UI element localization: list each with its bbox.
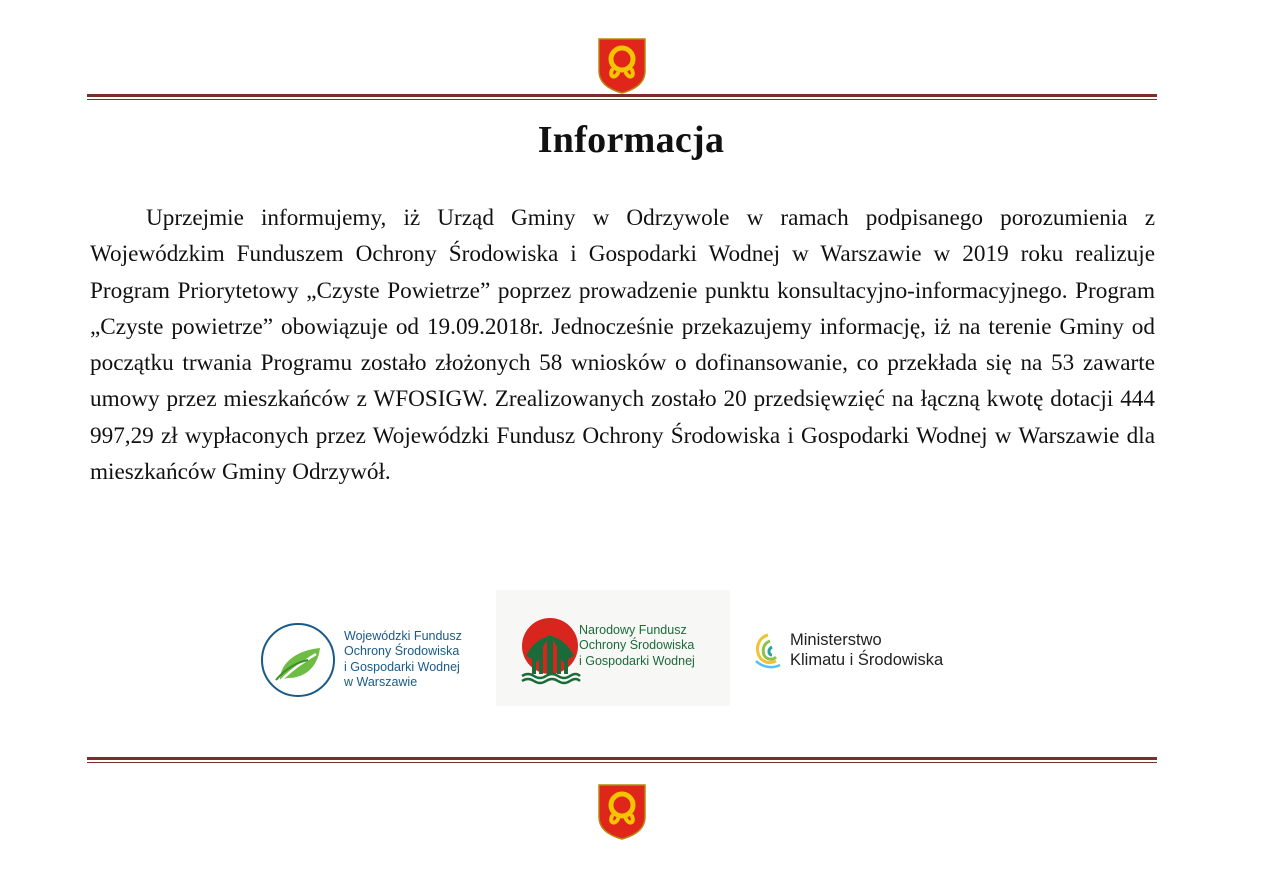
wfosigw-logo: [258, 620, 498, 700]
ministry-line-2: Klimatu i Środowiska: [790, 650, 944, 669]
nfos-line-3: i Gospodarki Wodnej: [579, 653, 695, 668]
ministry-swirl-icon: [752, 631, 782, 671]
header-rule: [87, 94, 1157, 97]
wfos-line-1: Wojewódzki Fundusz: [344, 629, 462, 643]
wfos-leaf-icon: [258, 620, 338, 700]
coat-of-arms-icon: [597, 37, 647, 94]
header-rule-thin: [87, 99, 1157, 100]
coat-of-arms-icon: [597, 783, 647, 840]
body-paragraph: Uprzejmie informujemy, iż Urząd Gminy w Odrzywole w ramach podpisanego porozumienia z Wojewódzkim Funduszem Ochrony Środowiska i Gospodarki Wodnej w Warszawie w 2019 roku realizuje Program Priorytetowy „Czyste Powietrze” poprzez prowadzenie punktu konsultacyjno-informacyjnego. Program „Czyste powietrze” obowiązuje od 19.09.2018r. Jednocześnie przekazujemy informację, iż na terenie Gminy od początku trwania Programu zostało złożonych 58 wniosków o dofinansowanie, co przekłada się na 53 zawarte umowy przez mieszkańców z WFOSIGW. Zrealizowanych zostało 20 przedsięwzięć na łączną kwotę dotacji 444 997,29 zł wypłaconych przez Wojewódzki Fundusz Ochrony Środowiska i Gospodarki Wodnej w Warszawie dla mieszkańców Gminy Odrzywół.: [90, 205, 1155, 486]
footer-rule-thin: [87, 762, 1157, 763]
nfos-line-1: Narodowy Fundusz: [579, 623, 687, 637]
footer-rule: [87, 757, 1157, 760]
ministry-logo: [752, 625, 982, 675]
nfosigw-logo: [496, 590, 730, 706]
wfos-line-3: i Gospodarki Wodnej: [344, 659, 460, 674]
wfos-line-4: w Warszawie: [344, 674, 418, 689]
nfos-line-2: Ochrony Środowiska: [579, 638, 695, 653]
page-title: Informacja: [537, 119, 725, 161]
ministry-line-1: Ministerstwo: [790, 631, 882, 649]
wfos-line-2: Ochrony Środowiska: [344, 644, 460, 659]
